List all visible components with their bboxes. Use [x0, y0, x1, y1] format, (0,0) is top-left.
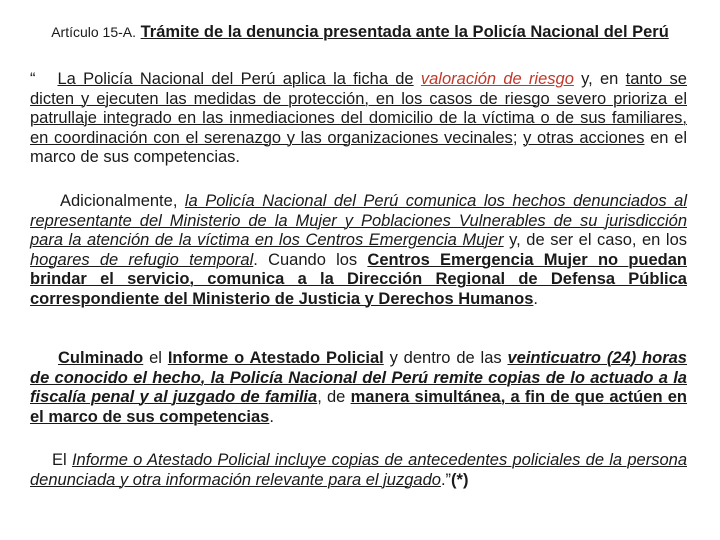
- p1-other-actions: y otras acciones: [523, 128, 645, 147]
- p1-semicolon: ;: [512, 128, 518, 147]
- p3-period: .: [269, 407, 274, 426]
- paragraph-2: [30, 192, 687, 309]
- p1-underlined-body: tanto se dicten y ejecuten las medidas de protección, en los casos de riesgo severo prioriza el patrullaje integrado en las inmediaciones del domicilio de la víctima o de sus familiares, en coordinación con el serenazgo y las organizaciones vecinales: [30, 70, 687, 147]
- p1-underlined-intro: La Policía Nacional del Perú aplica la ficha de: [57, 70, 414, 88]
- p4-note-marker: (*): [451, 470, 469, 489]
- p3-report: Informe o Atestado Policial: [167, 349, 384, 367]
- p3-culminado: Culminado: [58, 349, 144, 367]
- p3-text: y dentro de las: [389, 349, 502, 367]
- p2-shelters: hogares de refugio temporal: [30, 250, 254, 269]
- article-label: Artículo 15-A.: [51, 24, 137, 40]
- p2-text: y, de ser el caso, en los: [509, 231, 687, 249]
- paragraph-3: [30, 349, 687, 427]
- p1-text: y, en: [581, 70, 619, 88]
- p4-el: El: [52, 451, 67, 469]
- p2-when: . Cuando los: [253, 250, 358, 269]
- article-heading: Trámite de la denuncia presentada ante la Policía Nacional del Perú: [140, 23, 669, 41]
- open-quote: “: [30, 70, 36, 88]
- p1-closing: en el marco de sus competencias.: [30, 128, 687, 166]
- p3-simultaneous: manera simultánea, a fin de que actúen en el marco de sus competencias: [30, 388, 687, 426]
- p2-period: .: [533, 289, 538, 308]
- p2-defense-referral: Centros Emergencia Mujer no puedan brindar el servicio, comunica a la Dirección Regional de Defensa Pública correspondiente del Ministerio de Justicia y Derechos Humanos: [30, 250, 687, 308]
- p3-el: el: [149, 349, 162, 367]
- p3-de: , de: [317, 388, 346, 406]
- paragraph-4: [30, 451, 687, 490]
- p2-intro: Adicionalmente,: [60, 192, 178, 210]
- p3-deadline: veinticuatro (24) horas de conocido el hecho, la Policía Nacional del Perú remite copias de lo actuado a la fiscalía penal y al juzgado de familia: [30, 349, 687, 406]
- p1-risk-assessment: valoración de riesgo: [420, 70, 574, 88]
- p4-close-quote: .”: [440, 470, 452, 489]
- p2-communication: la Policía Nacional del Perú comunica los hechos denunciados al representante del Ministerio de la Mujer y Poblaciones Vulnerables de su jurisdicción para la atención de la víctima en los Centros Emergencia Mujer: [30, 192, 687, 249]
- p4-report-contents: Informe o Atestado Policial incluye copias de antecedentes policiales de la persona denunciada y otra información relevante para el juzgado: [30, 451, 687, 489]
- article-title: [28, 22, 692, 43]
- paragraph-1: [30, 70, 687, 168]
